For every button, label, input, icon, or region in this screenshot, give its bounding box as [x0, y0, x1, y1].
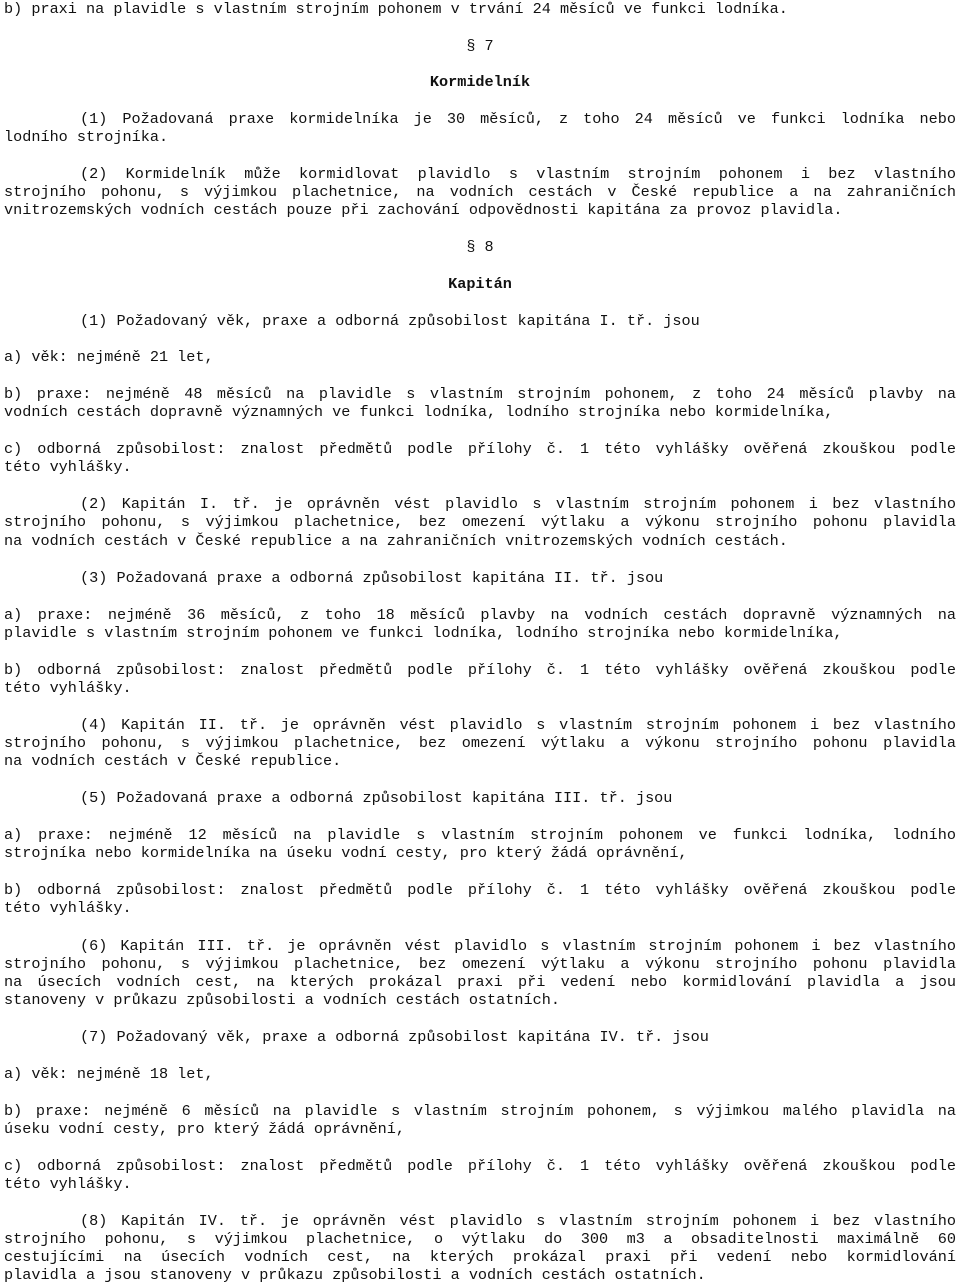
- paragraph-line: na vodních cestách v České republice.: [4, 752, 342, 770]
- paragraph-line: cestujícími na úsecích vodních cest, na kterých prokázal praxi při vedení nebo kormidlování: [4, 1248, 956, 1266]
- paragraph-line: na vodních cestách v České republice a na zahraničních vnitrozemských vodních cestách.: [4, 532, 788, 550]
- paragraph-line: (3) Požadovaná praxe a odborná způsobilost kapitána II. tř. jsou: [80, 569, 664, 587]
- paragraph-line: (1) Požadovaná praxe kormidelníka je 30 měsíců, z toho 24 měsíců ve funkci lodníka nebo: [80, 110, 956, 128]
- list-item-line: a) věk: nejméně 18 let,: [4, 1065, 214, 1083]
- list-item-line: a) věk: nejméně 21 let,: [4, 348, 214, 366]
- list-item-line: b) odborná způsobilost: znalost předmětů podle přílohy č. 1 této vyhlášky ověřená zkouškou podle: [4, 881, 956, 899]
- paragraph-line: (6) Kapitán III. tř. je oprávněn vést plavidlo s vlastním strojním pohonem i bez vlastního: [80, 937, 956, 955]
- section-title-kormidelnik: Kormidelník: [429, 73, 531, 91]
- paragraph-line: lodního strojníka.: [4, 128, 169, 146]
- paragraph-line: strojního pohonu, s výjimkou plachetnice, bez omezení výtlaku a výkonu strojního pohonu plavidla: [4, 955, 956, 973]
- paragraph-line: (2) Kapitán I. tř. je oprávněn vést plavidlo s vlastním strojním pohonem i bez vlastního: [80, 495, 956, 513]
- paragraph-line: strojního pohonu, s výjimkou plachetnice, bez omezení výtlaku a výkonu strojního pohonu plavidla: [4, 734, 956, 752]
- list-item-line: b) praxe: nejméně 48 měsíců na plavidle s vlastním strojním pohonem, z toho 24 měsíců plavby na: [4, 385, 956, 403]
- paragraph-line: (8) Kapitán IV. tř. je oprávněn vést plavidlo s vlastním strojním pohonem i bez vlastního: [80, 1212, 956, 1230]
- section-number-7: § 7: [466, 37, 494, 55]
- paragraph-line: strojního pohonu, s výjimkou plachetnice, bez omezení výtlaku a výkonu strojního pohonu plavidla: [4, 513, 956, 531]
- paragraph-line: (4) Kapitán II. tř. je oprávněn vést plavidlo s vlastním strojním pohonem i bez vlastního: [80, 716, 956, 734]
- paragraph-line: vnitrozemských vodních cestách pouze při zachování odpovědnosti kapitána za provoz plavidla.: [4, 201, 843, 219]
- list-item-line: této vyhlášky.: [4, 458, 132, 476]
- list-item-line: této vyhlášky.: [4, 1175, 132, 1193]
- paragraph-line: strojního pohonu, s výjimkou plachetnice, na vodních cestách v České republice a na zahraničních: [4, 183, 956, 201]
- section-title-kapitan: Kapitán: [448, 275, 512, 293]
- list-item-line: b) odborná způsobilost: znalost předmětů podle přílohy č. 1 této vyhlášky ověřená zkouškou podle: [4, 661, 956, 679]
- list-item-line: vodních cestách dopravně významných ve funkci lodníka, lodního strojníka nebo kormidelníka,: [4, 403, 834, 421]
- list-item-line: úseku vodní cesty, pro který žádá oprávnění,: [4, 1120, 406, 1138]
- text-line: b) praxi na plavidle s vlastním strojním pohonem v trvání 24 měsíců ve funkci lodníka.: [4, 0, 788, 18]
- list-item-line: a) praxe: nejméně 36 měsíců, z toho 18 měsíců plavby na vodních cestách dopravně významných na: [4, 606, 956, 624]
- paragraph-line: (7) Požadovaný věk, praxe a odborná způsobilost kapitána IV. tř. jsou: [80, 1028, 709, 1046]
- list-item-line: b) praxe: nejméně 6 měsíců na plavidle s vlastním strojním pohonem, s výjimkou malého plavidla na: [4, 1102, 956, 1120]
- paragraph-line: (1) Požadovaný věk, praxe a odborná způsobilost kapitána I. tř. jsou: [80, 312, 700, 330]
- list-item-line: strojníka nebo kormidelníka na úseku vodní cesty, pro který žádá oprávnění,: [4, 844, 688, 862]
- list-item-line: c) odborná způsobilost: znalost předmětů podle přílohy č. 1 této vyhlášky ověřená zkouškou podle: [4, 440, 956, 458]
- paragraph-line: (5) Požadovaná praxe a odborná způsobilost kapitána III. tř. jsou: [80, 789, 673, 807]
- list-item-line: plavidle s vlastním strojním pohonem ve funkci lodníka, lodního strojníka nebo kormidelníka,: [4, 624, 843, 642]
- paragraph-line: stanoveny v průkazu způsobilosti a vodních cestách ostatních.: [4, 991, 560, 1009]
- paragraph-line: na úsecích vodních cest, na kterých prokázal praxi při vedení nebo kormidlování plavidla a jsou: [4, 973, 956, 991]
- list-item-line: této vyhlášky.: [4, 899, 132, 917]
- paragraph-line: plavidla a jsou stanoveny v průkazu způsobilosti a vodních cestách ostatních.: [4, 1266, 706, 1284]
- list-item-line: a) praxe: nejméně 12 měsíců na plavidle s vlastním strojním pohonem ve funkci lodníka, lodního: [4, 826, 956, 844]
- paragraph-line: (2) Kormidelník může kormidlovat plavidlo s vlastním strojním pohonem i bez vlastního: [80, 165, 956, 183]
- list-item-line: této vyhlášky.: [4, 679, 132, 697]
- list-item-line: c) odborná způsobilost: znalost předmětů podle přílohy č. 1 této vyhlášky ověřená zkouškou podle: [4, 1157, 956, 1175]
- section-number-8: § 8: [466, 238, 494, 256]
- paragraph-line: strojního pohonu, s výjimkou plachetnice, o výtlaku do 300 m3 a obsaditelnosti maximálně 60: [4, 1230, 956, 1248]
